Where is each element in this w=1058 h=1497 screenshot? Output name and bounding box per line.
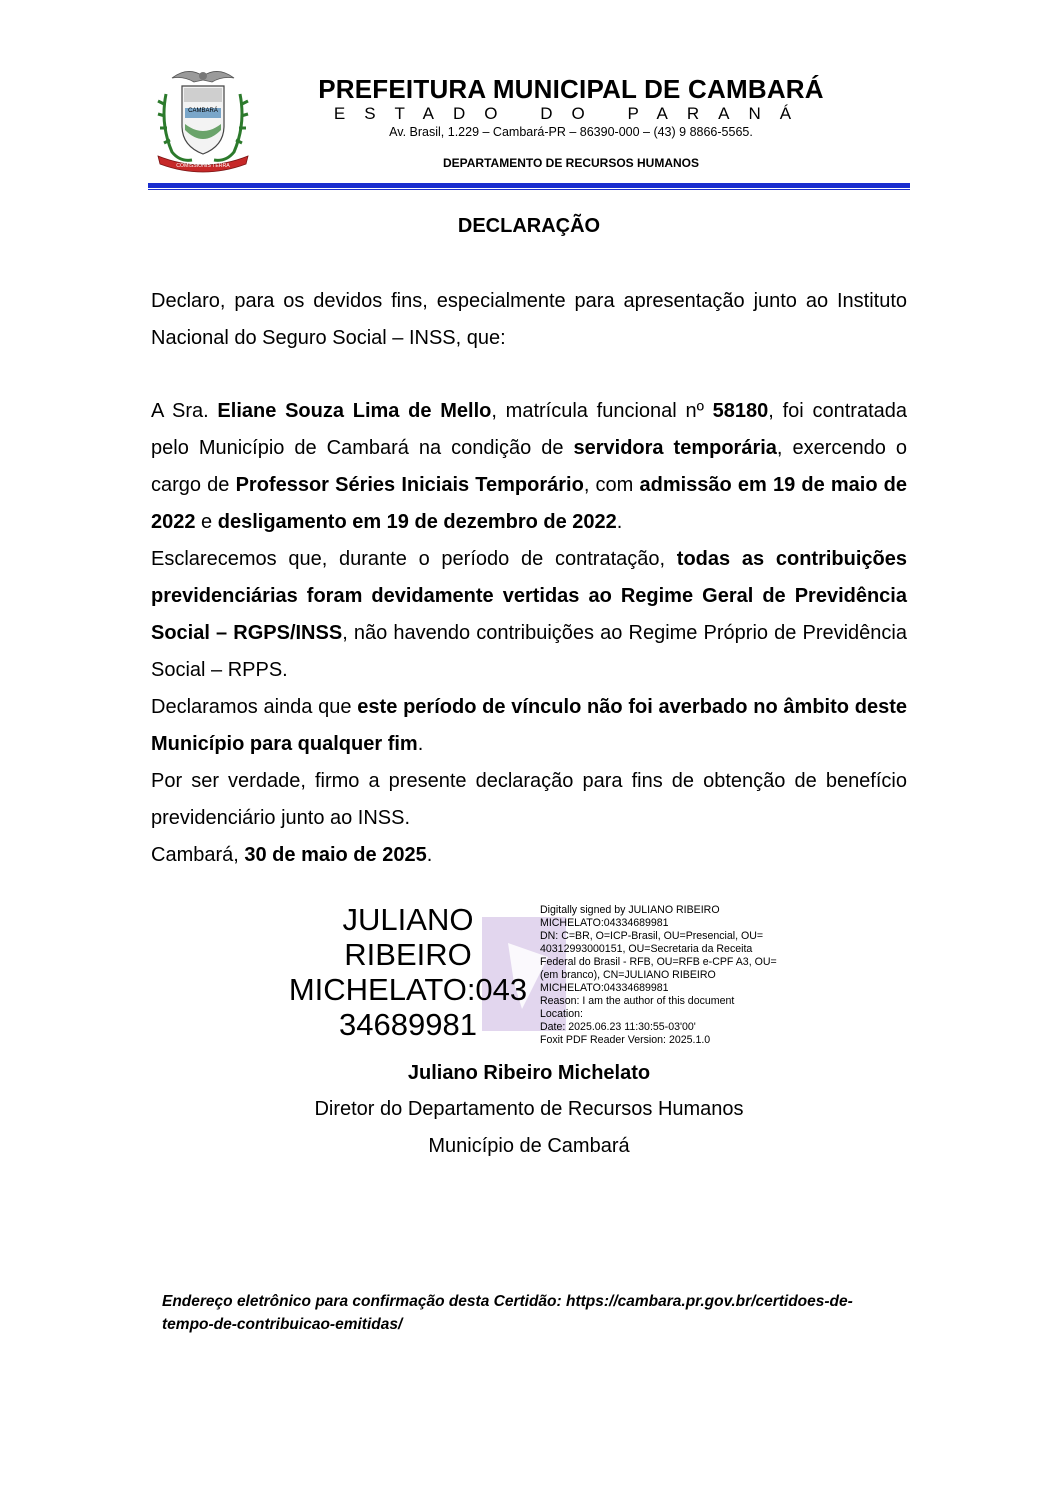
signature-detail-line: Reason: I am the author of this document bbox=[540, 995, 735, 1007]
signature-detail-line: 40312993000151, OU=Secretaria da Receita bbox=[540, 943, 753, 955]
footer-line: tempo-de-contribuicao-emitidas/ bbox=[162, 1316, 403, 1333]
verification-footer bbox=[162, 1290, 882, 1336]
text: . bbox=[426, 844, 433, 866]
signature-name-line: RIBEIRO bbox=[344, 937, 472, 972]
intro-paragraph bbox=[151, 283, 907, 357]
signature-detail-line: Date: 2025.06.23 11:30:55-03'00' bbox=[540, 1021, 696, 1033]
text: , exercendo o cargo de bbox=[151, 437, 907, 496]
signature-detail-line: Location: bbox=[540, 1008, 583, 1020]
municipal-crest-icon bbox=[152, 64, 254, 174]
signature-name-line: 34689981 bbox=[339, 1007, 477, 1042]
employment-condition: servidora temporária bbox=[573, 437, 777, 459]
org-name: PREFEITURA MUNICIPAL DE CAMBARÁ bbox=[318, 74, 824, 104]
signature-detail-line: DN: C=BR, O=ICP-Brasil, OU=Presencial, OU= bbox=[540, 930, 764, 942]
employment-paragraph bbox=[151, 393, 907, 541]
text: , com bbox=[583, 474, 640, 496]
text: Declaramos ainda que bbox=[151, 696, 358, 718]
document-title: DECLARAÇÃO bbox=[457, 215, 601, 237]
admission-date: admissão em 19 de maio de 2022 bbox=[151, 474, 908, 533]
header-divider-thin bbox=[148, 189, 910, 190]
place: Cambará, bbox=[151, 844, 245, 866]
text: A Sra. bbox=[151, 400, 218, 422]
job-position: Professor Séries Iniciais Temporário bbox=[235, 474, 584, 496]
header-divider-thick bbox=[148, 183, 910, 188]
signature-detail-line: MICHELATO:04334689981 bbox=[540, 982, 669, 994]
contributions-paragraph bbox=[151, 541, 907, 689]
crest-label: CAMBARÁ bbox=[188, 108, 218, 114]
footer-line: Endereço eletrônico para confirmação desta Certidão: https://cambara.pr.gov.br/certidoes-de- bbox=[162, 1293, 853, 1310]
dismissal-date: desligamento em 19 de dezembro de 2022 bbox=[217, 511, 617, 533]
signature-details bbox=[540, 904, 810, 1047]
org-address: Av. Brasil, 1.229 – Cambará-PR – 86390-000 – (43) 9 8866-5565. bbox=[389, 125, 753, 139]
signature-detail-line: Digitally signed by JULIANO RIBEIRO bbox=[540, 904, 720, 916]
crest-ribbon-text: COMISSIONIS TERRA bbox=[176, 163, 230, 169]
declaration-body bbox=[151, 393, 907, 874]
signer-organization: Município de Cambará bbox=[428, 1135, 630, 1157]
contributions-statement: todas as contribuições previdenciárias foram devidamente vertidas ao Regime Geral de Previdência Social – RGPS/INSS bbox=[151, 548, 907, 644]
signer-name: Juliano Ribeiro Michelato bbox=[407, 1062, 651, 1084]
org-department: DEPARTAMENTO DE RECURSOS HUMANOS bbox=[442, 156, 699, 170]
text: . bbox=[417, 733, 424, 755]
signature-name-line: JULIANO bbox=[342, 902, 474, 937]
signature-detail-line: Federal do Brasil - RFB, OU=RFB e-CPF A3, OU= bbox=[540, 956, 777, 968]
registration-number: 58180 bbox=[712, 400, 769, 422]
signature-name-line: MICHELATO:043 bbox=[288, 972, 528, 1007]
signature-detail-line: (em branco), CN=JULIANO RIBEIRO bbox=[540, 969, 716, 981]
text: , não havendo contribuições ao Regime Próprio de Previdência Social – RPPS. bbox=[151, 622, 907, 681]
text: . bbox=[616, 511, 623, 533]
signature-detail-line: MICHELATO:04334689981 bbox=[540, 917, 669, 929]
text: e bbox=[195, 511, 218, 533]
employee-name: Eliane Souza Lima de Mello bbox=[217, 400, 492, 422]
signature-detail-line: Foxit PDF Reader Version: 2025.1.0 bbox=[540, 1034, 711, 1046]
signer-role: Diretor do Departamento de Recursos Humanos bbox=[314, 1098, 744, 1120]
not-registered-statement: este período de vínculo não foi averbado no âmbito deste Município para qualquer fim bbox=[151, 696, 907, 755]
registration-paragraph bbox=[151, 689, 907, 763]
signature-name bbox=[283, 902, 533, 1042]
closing-paragraph: Por ser verdade, firmo a presente declaração para fins de obtenção de benefício previdenciário junto ao INSS. bbox=[151, 770, 907, 829]
place-date-line bbox=[151, 837, 907, 874]
text: , foi contratada pelo Município de Cambará na condição de bbox=[151, 400, 907, 459]
text: Esclarecemos que, durante o período de contratação, bbox=[151, 548, 677, 570]
org-state: ESTADO DO PARANÁ bbox=[333, 104, 811, 123]
text: , matrícula funcional nº bbox=[491, 400, 713, 422]
issue-date: 30 de maio de 2025 bbox=[244, 844, 427, 866]
intro-text: Declaro, para os devidos fins, especialmente para apresentação junto ao Instituto Nacional do Seguro Social – INSS, que: bbox=[151, 290, 907, 349]
